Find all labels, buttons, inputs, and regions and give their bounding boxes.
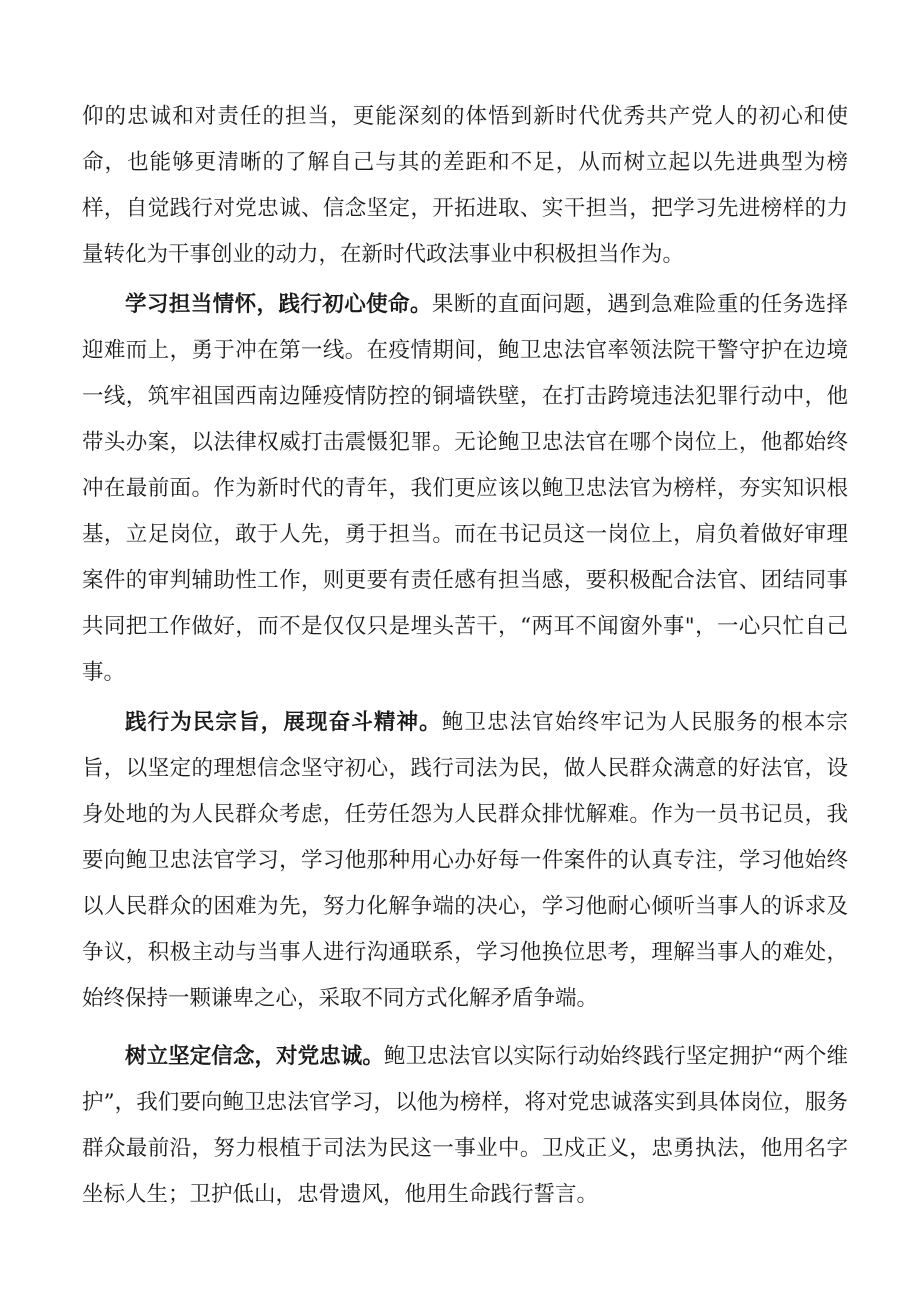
- paragraph-4-heading: 树立坚定信念，对党忠诚。: [125, 1044, 384, 1069]
- paragraph-3-heading: 践行为民宗旨，展现奋斗精神。: [125, 710, 442, 735]
- paragraph-4: [82, 1034, 848, 1218]
- paragraph-1-body: 仰的忠诚和对责任的担当，更能深刻的体悟到新时代优秀共产党人的初心和使命，也能够更清晰的了解自己与其的差距和不足，从而树立起以先进典型为榜样，自觉践行对党忠诚、信念坚定，开拓进取、实干担当，把学习先进榜样的力量转化为干事创业的动力，在新时代政法事业中积极担当作为。: [82, 104, 848, 267]
- paragraph-2: [82, 282, 848, 696]
- document-page: [82, 94, 848, 1218]
- paragraph-2-heading: 学习担当情怀，践行初心使命。: [125, 292, 432, 317]
- paragraph-3: [82, 700, 848, 1022]
- paragraph-4-body: 鲍卫忠法官以实际行动始终践行坚定拥护“两个维护”，我们要向鲍卫忠法官学习，以他为榜样，将对党忠诚落实到具体岗位，服务群众最前沿，努力根植于司法为民这一事业中。卫戍正义，忠勇执法，他用名字坐标人生；卫护低山，忠骨遗风，他用生命践行誓言。: [82, 1044, 848, 1207]
- paragraph-1: [82, 94, 848, 278]
- paragraph-2-body: 果断的直面问题，遇到急难险重的任务选择迎难而上，勇于冲在第一线。在疫情期间，鲍卫忠法官率领法院干警守护在边境一线，筑牢祖国西南边陲疫情防控的铜墙铁壁，在打击跨境违法犯罪行动中，他带头办案，以法律权威打击震慑犯罪。无论鲍卫忠法官在哪个岗位上，他都始终冲在最前面。作为新时代的青年，我们更应该以鲍卫忠法官为榜样，夯实知识根基，立足岗位，敢于人先，勇于担当。而在书记员这一岗位上，肩负着做好审理案件的审判辅助性工作，则更要有责任感有担当感，要积极配合法官、团结同事共同把工作做好，而不是仅仅只是埋头苦干，“两耳不闻窗外事"，一心只忙自己事。: [82, 292, 848, 685]
- paragraph-3-body: 鲍卫忠法官始终牢记为人民服务的根本宗旨，以坚定的理想信念坚守初心，践行司法为民，做人民群众满意的好法官，设身处地的为人民群众考虑，任劳任怨为人民群众排忧解难。作为一员书记员，我要向鲍卫忠法官学习，学习他那种用心办好每一件案件的认真专注，学习他始终以人民群众的困难为先，努力化解争端的决心，学习他耐心倾听当事人的诉求及争议，积极主动与当事人进行沟通联系，学习他换位思考，理解当事人的难处，始终保持一颗谦卑之心，采取不同方式化解矛盾争端。: [82, 710, 848, 1011]
